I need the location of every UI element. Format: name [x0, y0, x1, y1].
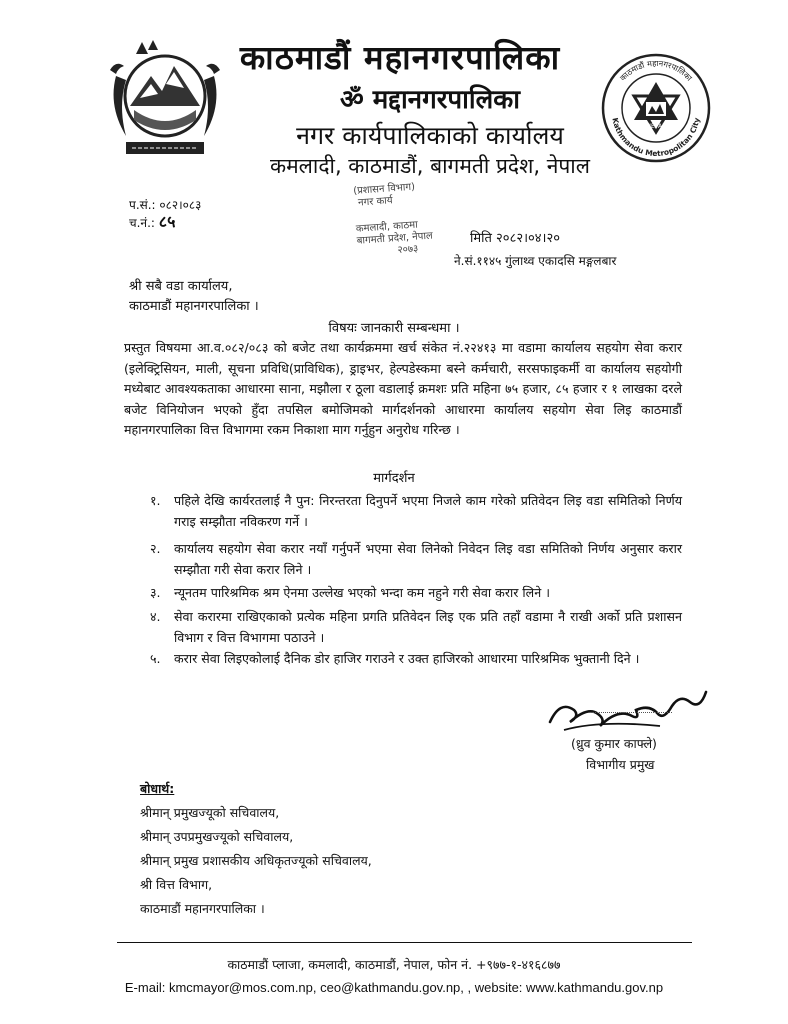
- guideline-item: [150, 490, 682, 532]
- guideline-text: सेवा करारमा राखिएकाको प्रत्येक महिना प्रगति प्रतिवेदन लिइ एक प्रति तहाँ वडामा नै राखी अर्को प्रति प्रशासन विभाग र वित्त विभागमा पठाउने ।: [174, 609, 682, 645]
- patra-sankhya: प.सं.: ०८२।०८३: [129, 198, 202, 212]
- org-title-script: ॐ मद्दानगरपालिका: [340, 85, 520, 115]
- addressee-line: श्री सबै वडा कार्यालय,: [129, 279, 233, 294]
- cc-item: श्रीमान् उपप्रमुखज्यूको सचिवालय,: [140, 829, 294, 844]
- guideline-item: [150, 538, 682, 580]
- office-stamp: [353, 178, 469, 277]
- addressee-line: काठमाडौं महानगरपालिका ।: [129, 299, 259, 314]
- guideline-number: १.: [150, 493, 161, 508]
- guideline-number: ५.: [150, 651, 161, 666]
- office-name: नगर कार्यपालिकाको कार्यालय: [296, 121, 564, 150]
- stamp-line: कमलादी, काठमा: [355, 219, 419, 235]
- cc-item: काठमाडौं महानगरपालिका ।: [140, 901, 265, 916]
- chalani-number: [129, 210, 175, 232]
- signature-mark: [540, 680, 710, 740]
- guideline-number: ४.: [150, 609, 161, 624]
- cc-item: श्री वित्त विभाग,: [140, 877, 213, 892]
- stamp-line: बागमती प्रदेश, नेपाल: [356, 230, 434, 247]
- guideline-item: [150, 582, 682, 603]
- guideline-number: ३.: [150, 585, 161, 600]
- guideline-item: [150, 648, 682, 669]
- stamp-line: (प्रशासन विभाग): [352, 181, 416, 197]
- org-title: काठमाडौं महानगरपालिका: [239, 38, 561, 77]
- footer-divider: [117, 942, 692, 943]
- footer-contact: E-mail: kmcmayor@mos.com.np, ceo@kathmandu.gov.np, , website: www.kathmandu.gov.np: [124, 980, 664, 995]
- guideline-text: कार्यालय सहयोग सेवा करार नयाँ गर्नुपर्ने भएमा सेवा लिनेको निवेदन लिइ वडा समितिको निर्णय अनुसार करार सम्झौता गरी सेवा करार लिने ।: [174, 541, 682, 577]
- guideline-text: पहिले देखि कार्यरतलाई नै पुन: निरन्तरता दिनुपर्ने भएमा निजले काम गरेको प्रतिवेदन लिइ वडा समितिको निर्णय गराइ सम्झौता नविकरण गर्ने ।: [174, 493, 682, 529]
- footer-address: काठमाडौं प्लाजा, कमलादी, काठमाडौं, नेपाल, फोन नं. +९७७-१-४१६८७७: [227, 957, 561, 972]
- date-nepal-sambat: ने.सं.११४५ गुंलाथ्व एकादसि मङ्गलबार: [454, 254, 617, 268]
- date-bs: मिति २०८२।०४।२०: [470, 231, 560, 246]
- subject-line: विषयः जानकारी सम्बन्धमा ।: [328, 321, 460, 336]
- guidelines-heading: मार्गदर्शन: [373, 471, 415, 486]
- office-address: कमलादी, काठमाडौं, बागमती प्रदेश, नेपाल: [270, 154, 590, 178]
- signatory-title: विभागीय प्रमुख: [586, 757, 655, 772]
- svg-text:काठमाडौं महानगरपालिका: काठमाडौं महानगरपालिका: [618, 58, 694, 83]
- guideline-item: [150, 606, 682, 648]
- svg-text:NEPAL: NEPAL: [646, 123, 666, 130]
- guideline-text: करार सेवा लिइएकोलाई दैनिक डोर हाजिर गराउने र उक्त हाजिरको आधारमा पारिश्रमिक भुक्तानी दिने ।: [174, 651, 640, 666]
- cc-heading: बोधार्थ:: [140, 781, 175, 796]
- signature-line: [592, 712, 672, 713]
- guideline-text: न्यूनतम पारिश्रमिक श्रम ऐनमा उल्लेख भएको भन्दा कम नहुने गरी सेवा करार लिने ।: [174, 585, 550, 600]
- cc-item: श्रीमान् प्रमुख प्रशासकीय अधिकृतज्यूको सचिवालय,: [140, 853, 372, 868]
- stamp-line: २०७३: [397, 243, 419, 256]
- signatory-name: (ध्रुव कुमार काफ्ले): [571, 736, 657, 751]
- cc-item: श्रीमान् प्रमुखज्यूको सचिवालय,: [140, 805, 280, 820]
- body-paragraph: प्रस्तुत विषयमा आ.व.०८२/०८३ को बजेट तथा कार्यक्रममा खर्च संकेत नं.२२४१३ मा वडामा कार्यालय सहयोग सेवा करार (इलेक्ट्रिसियन, माली, सूचना प्रविधि(प्राविधिक), ड्राइभर, हेल्पडेस्कमा बस्ने कर्मचारी, सरसफाइकर्मी वा कार्यालय सहयोगी मध्येबाट आवश्यकताका आधारमा साना, मझौला र ठूला वडालाई क्रमशः प्रति महिना ७५ हजार, ८५ हजार र १ लाखका दरले बजेट विनियोजन भएको हुँदा तपसिल बमोजिमको मार्गदर्शनको आधारमा कार्यालय सहयोग सेवा लिइ काठमाडौं महानगरपालिका वित्त विभागमा रकम निकाशा माग गर्नुहुन अनुरोध गरिन्छ ।: [124, 340, 682, 437]
- guideline-number: २.: [150, 541, 161, 556]
- chalani-label: च.नं.:: [129, 216, 155, 230]
- stamp-line: नगर कार्य: [357, 195, 393, 209]
- chalani-value: ८५: [158, 212, 176, 231]
- svg-text:Kathmandu Metropolitan City: Kathmandu Metropolitan City: [610, 116, 702, 159]
